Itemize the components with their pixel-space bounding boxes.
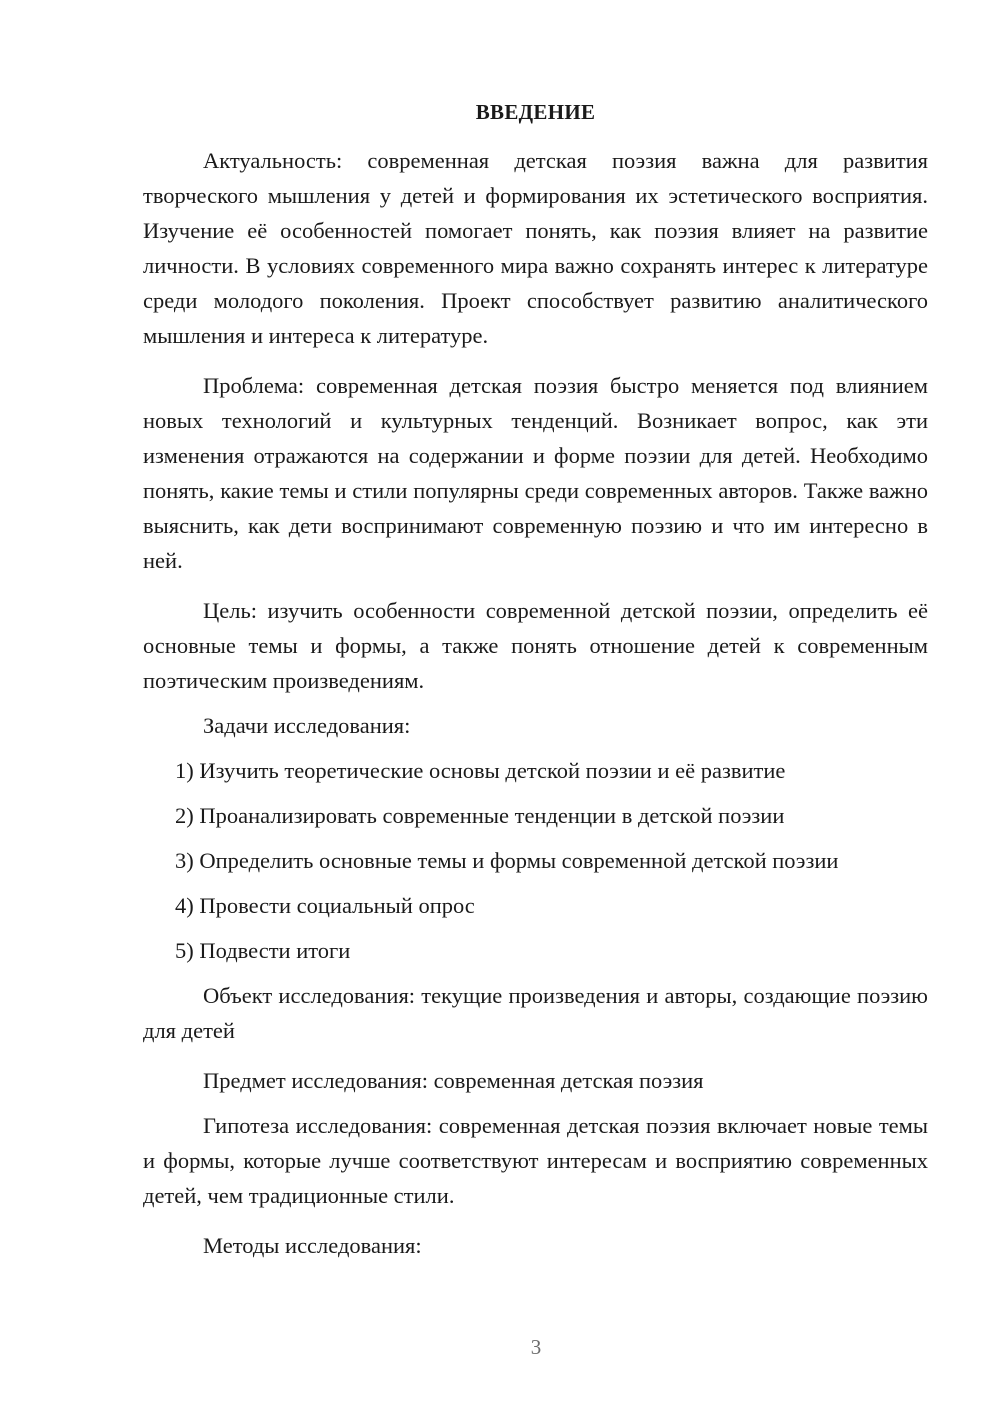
subject-paragraph: Предмет исследования: современная детская поэзия (203, 1068, 704, 1093)
hypothesis-paragraph: Гипотеза исследования: современная детская поэзия включает новые темы и формы, которые лучше соответствуют интересам и восприятию современных детей, чем традиционные стили. (143, 1113, 928, 1208)
task-item: 2) Проанализировать современные тенденции в детской поэзии (175, 803, 785, 828)
goal-paragraph: Цель: изучить особенности современной детской поэзии, определить её основные темы и формы, а также понять отношение детей к современным поэтическим произведениям. (143, 598, 928, 693)
relevance-paragraph: Актуальность: современная детская поэзия важна для развития творческого мышления у детей и формирования их эстетического восприятия. Изучение её особенностей помогает понять, как поэзия влияет на развитие личности. В условиях современного мира важно сохранять интерес к литературе среди молодого поколения. Проект способствует развитию аналитического мышления и интереса к литературе. (143, 148, 928, 348)
methods-heading: Методы исследования: (203, 1233, 422, 1258)
task-item: 1) Изучить теоретические основы детской поэзии и её развитие (175, 758, 786, 783)
tasks-heading: Задачи исследования: (203, 713, 411, 738)
page-number: 3 (530, 1335, 542, 1359)
page-title: ВВЕДЕНИЕ (475, 100, 596, 124)
tasks-list (143, 753, 928, 968)
page-content (143, 96, 928, 1273)
task-item: 4) Провести социальный опрос (175, 893, 475, 918)
object-paragraph: Объект исследования: текущие произведения и авторы, создающие поэзию для детей (143, 983, 928, 1043)
task-item: 5) Подвести итоги (175, 938, 351, 963)
task-item: 3) Определить основные темы и формы современной детской поэзии (175, 848, 839, 873)
problem-paragraph: Проблема: современная детская поэзия быстро меняется под влиянием новых технологий и культурных тенденций. Возникает вопрос, как эти изменения отражаются на содержании и форме поэзии для детей. Необходимо понять, какие темы и стили популярны среди современных авторов. Также важно выяснить, как дети воспринимают современную поэзию и что им интересно в ней. (143, 373, 928, 573)
